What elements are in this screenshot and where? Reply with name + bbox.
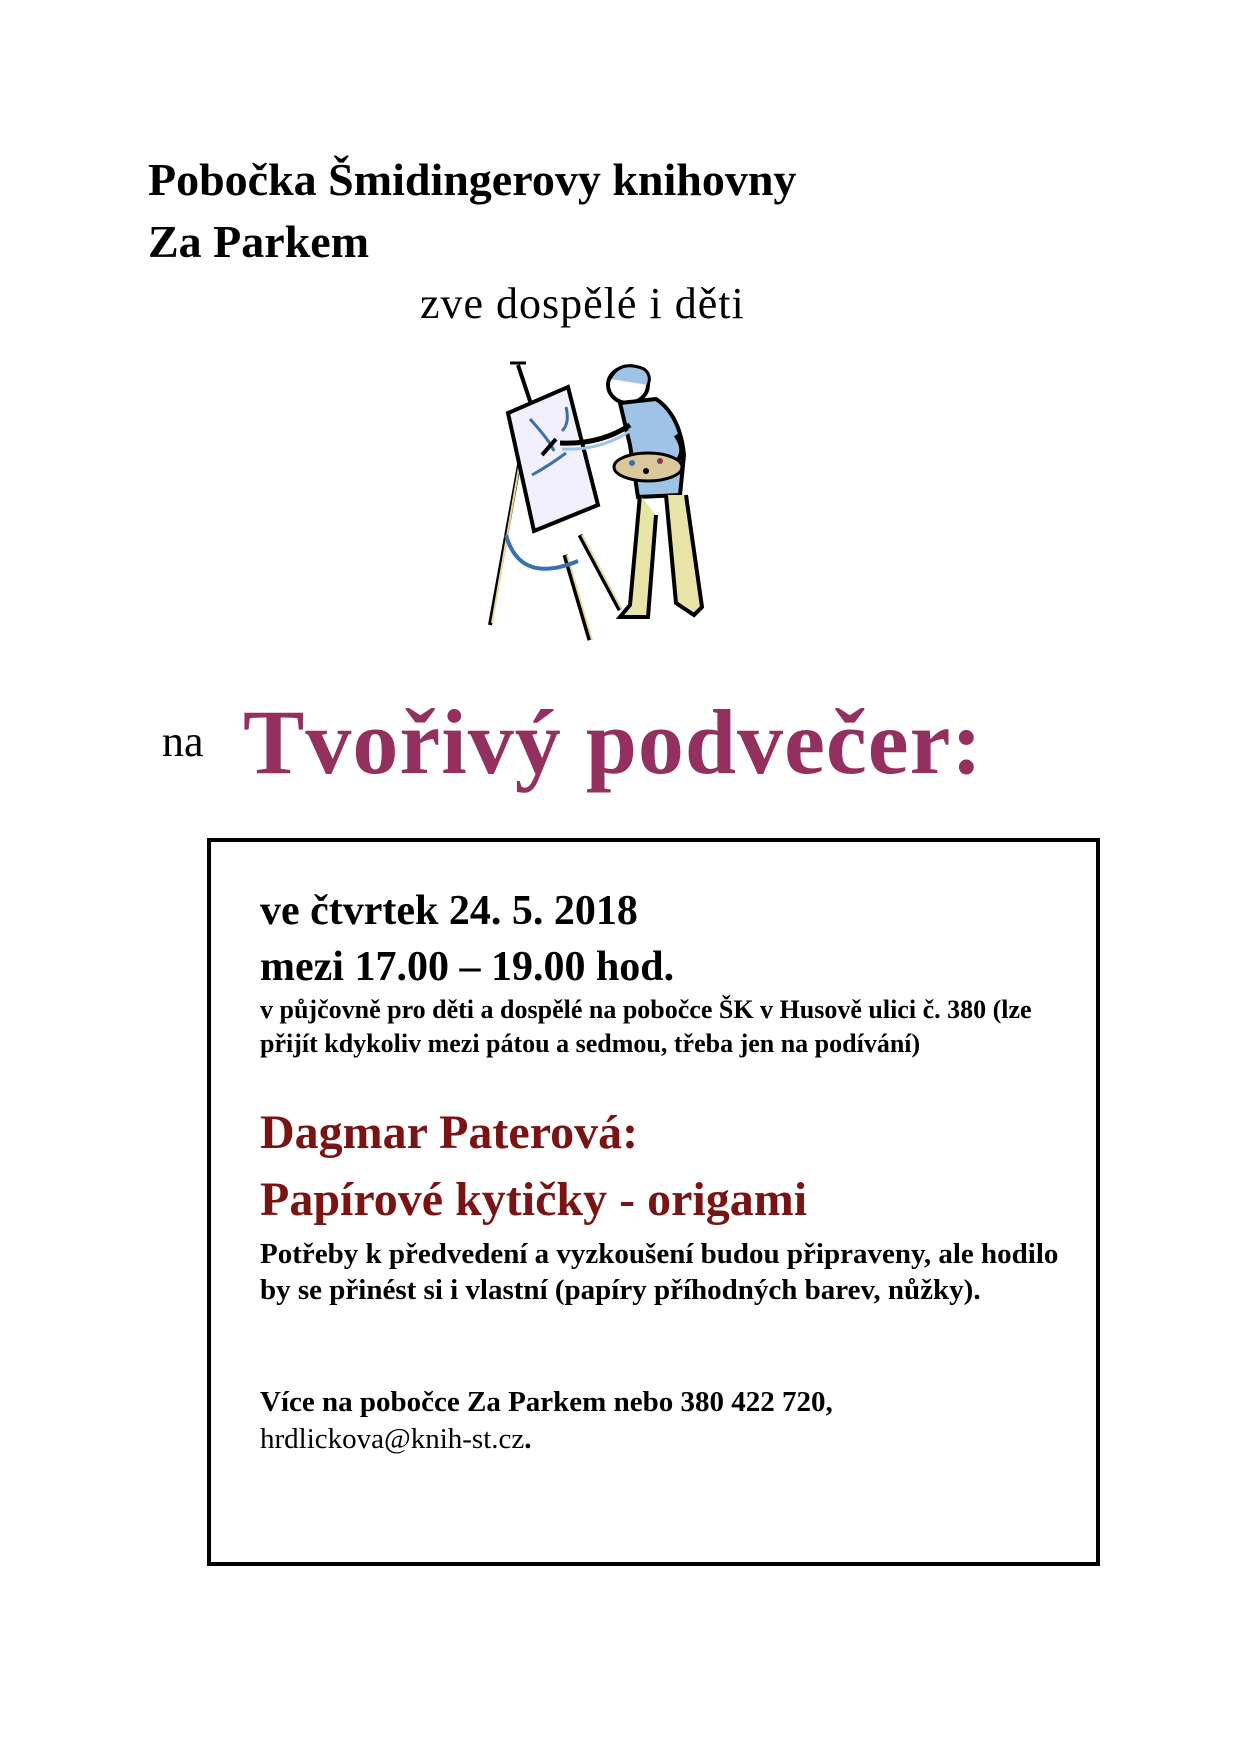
contact-line: Více na pobočce Za Parkem nebo 380 422 720, xyxy=(260,1386,833,1418)
supplies-note: Potřeby k předvedení a vyzkoušení budou připraveny, ale hodilo by se přinést si i vlastní (papíry příhodných barev, nůžky). xyxy=(260,1238,1059,1306)
email-period: . xyxy=(524,1423,532,1455)
event-time: mezi 17.00 – 19.00 hod. xyxy=(260,944,675,990)
event-date: ve čtvrtek 24. 5. 2018 xyxy=(260,888,638,934)
event-title: Tvořivý podvečer: xyxy=(243,691,984,793)
workshop-topic: Papírové kytičky - origami xyxy=(260,1173,808,1226)
branch-name: Za Parkem xyxy=(148,216,370,267)
painter-at-easel-icon xyxy=(470,355,770,655)
contact-email[interactable]: hrdlickova@knih-st.cz xyxy=(260,1423,525,1455)
presenter-name: Dagmar Paterová: xyxy=(260,1106,639,1159)
title-prefix: na xyxy=(162,717,204,766)
event-location: v půjčovně pro děti a dospělé na pobočce ŠK v Husově ulici č. 380 (lze přijít kdykoliv mezi pátou a sedmou, třeba jen na podívání) xyxy=(260,995,1032,1058)
contact-email-line xyxy=(260,1421,532,1457)
invite-line: zve dospělé i děti xyxy=(420,279,745,328)
library-name: Pobočka Šmidingerovy knihovny xyxy=(148,154,797,205)
